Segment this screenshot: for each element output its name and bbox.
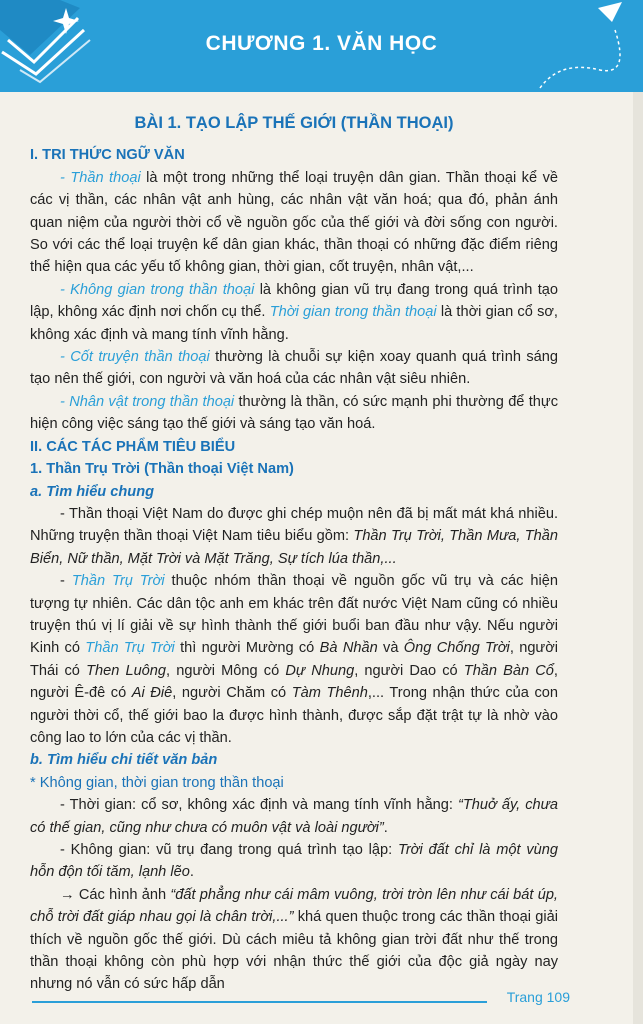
text: thì người Mường có bbox=[174, 640, 320, 657]
title: Ai Điê bbox=[131, 685, 173, 702]
chapter-title: CHƯƠNG 1. VĂN HỌC bbox=[205, 32, 438, 55]
section-heading-works: II. CÁC TÁC PHẨM TIÊU BIỂU bbox=[30, 438, 236, 455]
term: - Cốt truyện thần thoại bbox=[60, 349, 210, 366]
text: - Thời gian: cổ sơ, không xác định và mang tính vĩnh hằng: bbox=[60, 797, 458, 814]
text: là một trong những thể loại truyện dân gian. Thần thoại kể về các vị thần, các nhân vật anh hùng, các nhân vật văn hoá; qua đó, phản ánh quan niệm của người thời cổ về nguồn gốc của thế giới và đời sống con người. So với các thể loại truyện kể dân gian khác, thần thoại có những đặc điểm riêng thể hiện qua các yếu tố không gian, thời gian, cốt truyện, nhân vật,... bbox=[30, 169, 558, 276]
page-edge bbox=[633, 92, 643, 1024]
text: . bbox=[383, 819, 388, 836]
text: khá quen thuộc trong các thần thoại giải thích về nguồn gốc thế giới. Dù cách miêu tả không gian trời đất như thế trong thần thoại không còn phù hợp với nhận thức thế giới của độc giả ngày nay nhưng nó vẫn có sức hấp dẫn bbox=[30, 909, 559, 993]
paragraph-general-2 bbox=[30, 570, 558, 749]
term: - Thần thoại bbox=[60, 169, 141, 186]
page-footer bbox=[32, 986, 570, 1006]
text: - Không gian: vũ trụ đang trong quá trình tạo lập: bbox=[60, 842, 398, 858]
title: Thần Bàn Cổ bbox=[463, 662, 554, 679]
text: ,... Trong nhận thức của con người thời cổ, thế giới bao la được hình thành, được sắp đặt trật tự là nhờ vào công lao to lớn của các vị thần. bbox=[30, 685, 559, 746]
paragraph-time bbox=[30, 794, 558, 839]
text: . bbox=[189, 864, 194, 881]
text: , người Mông có bbox=[166, 662, 286, 679]
title: Bà Nhần bbox=[319, 640, 378, 657]
text: , người Thái có bbox=[30, 640, 559, 679]
work-list: Thần Trụ Trời, Thần Mưa, Thần Biển, Nữ thần, Mặt Trời và Mặt Trăng, Sự tích lúa thần,... bbox=[30, 528, 558, 567]
text: là không gian vũ trụ đang trong quá trình tạo lập, không xác định nơi chốn cụ thể. bbox=[30, 281, 558, 321]
text: → Các hình ảnh bbox=[60, 886, 171, 903]
paragraph-general-1 bbox=[30, 503, 558, 570]
subheading-general: a. Tìm hiểu chung bbox=[30, 483, 155, 500]
work-heading: 1. Thần Trụ Trời (Thần thoại Việt Nam) bbox=[30, 461, 294, 478]
paragraph-images bbox=[30, 884, 558, 996]
paragraph-space-time bbox=[30, 279, 558, 346]
section-heading-knowledge: I. TRI THỨC NGỮ VĂN bbox=[30, 147, 185, 164]
term: Thần Trụ Trời bbox=[71, 573, 165, 590]
subheading-detail: b. Tìm hiểu chi tiết văn bản bbox=[30, 752, 218, 769]
title: Dự Nhung bbox=[285, 662, 355, 679]
text: là thời gian cổ sơ, không xác định và mang tính vĩnh hằng. bbox=[30, 304, 558, 343]
title: Tàm Thênh bbox=[291, 685, 368, 702]
page-content bbox=[30, 108, 558, 996]
text: , người Dao có bbox=[354, 662, 464, 679]
quote: Trời đất chỉ là một vùng hỗn độn tối tăm, lạnh lẽo bbox=[30, 842, 558, 881]
paragraph-myth-definition bbox=[30, 167, 558, 279]
quote: “Thuở ấy, chưa có thế gian, cũng như chưa có muôn vật và loài người” bbox=[30, 797, 558, 836]
title: Ông Chống Trời bbox=[403, 640, 510, 657]
quote: “đất phẳng như cái mâm vuông, trời tròn lên như cái bát úp, chỗ trời đất giáp nhau gọi là chân trời,...” bbox=[30, 886, 558, 926]
bullet-space-time: * Không gian, thời gian trong thần thoại bbox=[30, 774, 284, 791]
term: Thần Trụ Trời bbox=[85, 640, 175, 657]
title: Then Luông bbox=[86, 662, 167, 679]
text: thuộc nhóm thần thoại về nguồn gốc vũ trụ và các hiện tượng tự nhiên. Các dân tộc anh em khác trên đất nước Việt Nam cũng có nhiều truyện thú vị lí giải về sự hình thành thế giới buổi ban đầu như vậy. Nếu người Kinh có bbox=[30, 573, 558, 657]
paragraph-plot bbox=[30, 346, 558, 391]
term: Thời gian trong thần thoại bbox=[269, 304, 437, 321]
text: , người Ê-đê có bbox=[30, 662, 558, 702]
lesson-title: BÀI 1. TẠO LẬP THẾ GIỚI (THẦN THOẠI) bbox=[134, 114, 454, 132]
page-number: Trang 109 bbox=[506, 989, 570, 1005]
term: - Nhân vật trong thần thoại bbox=[60, 393, 235, 410]
paragraph-character bbox=[30, 391, 558, 436]
text: thường là chuỗi sự kiện xoay quanh quá trình sáng tạo nên thế giới, con người và văn hoá của các nhân vật siêu nhiên. bbox=[30, 349, 558, 388]
footer-rule bbox=[32, 1001, 487, 1003]
text: , người Chăm có bbox=[172, 685, 292, 702]
text: - Thần thoại Việt Nam do được ghi chép muộn nên đã bị mất mát khá nhiều. Những truyện thần thoại Việt Nam tiêu biểu gồm: bbox=[30, 505, 558, 545]
chapter-banner bbox=[0, 0, 643, 92]
text: và bbox=[377, 640, 404, 657]
dash: - bbox=[60, 573, 72, 590]
term: - Không gian trong thần thoại bbox=[60, 281, 255, 298]
text: thường là thần, có sức mạnh phi thường để thực hiện công việc sáng tạo thế giới và sáng tạo văn hoá. bbox=[30, 393, 558, 433]
paragraph-space bbox=[30, 839, 558, 884]
